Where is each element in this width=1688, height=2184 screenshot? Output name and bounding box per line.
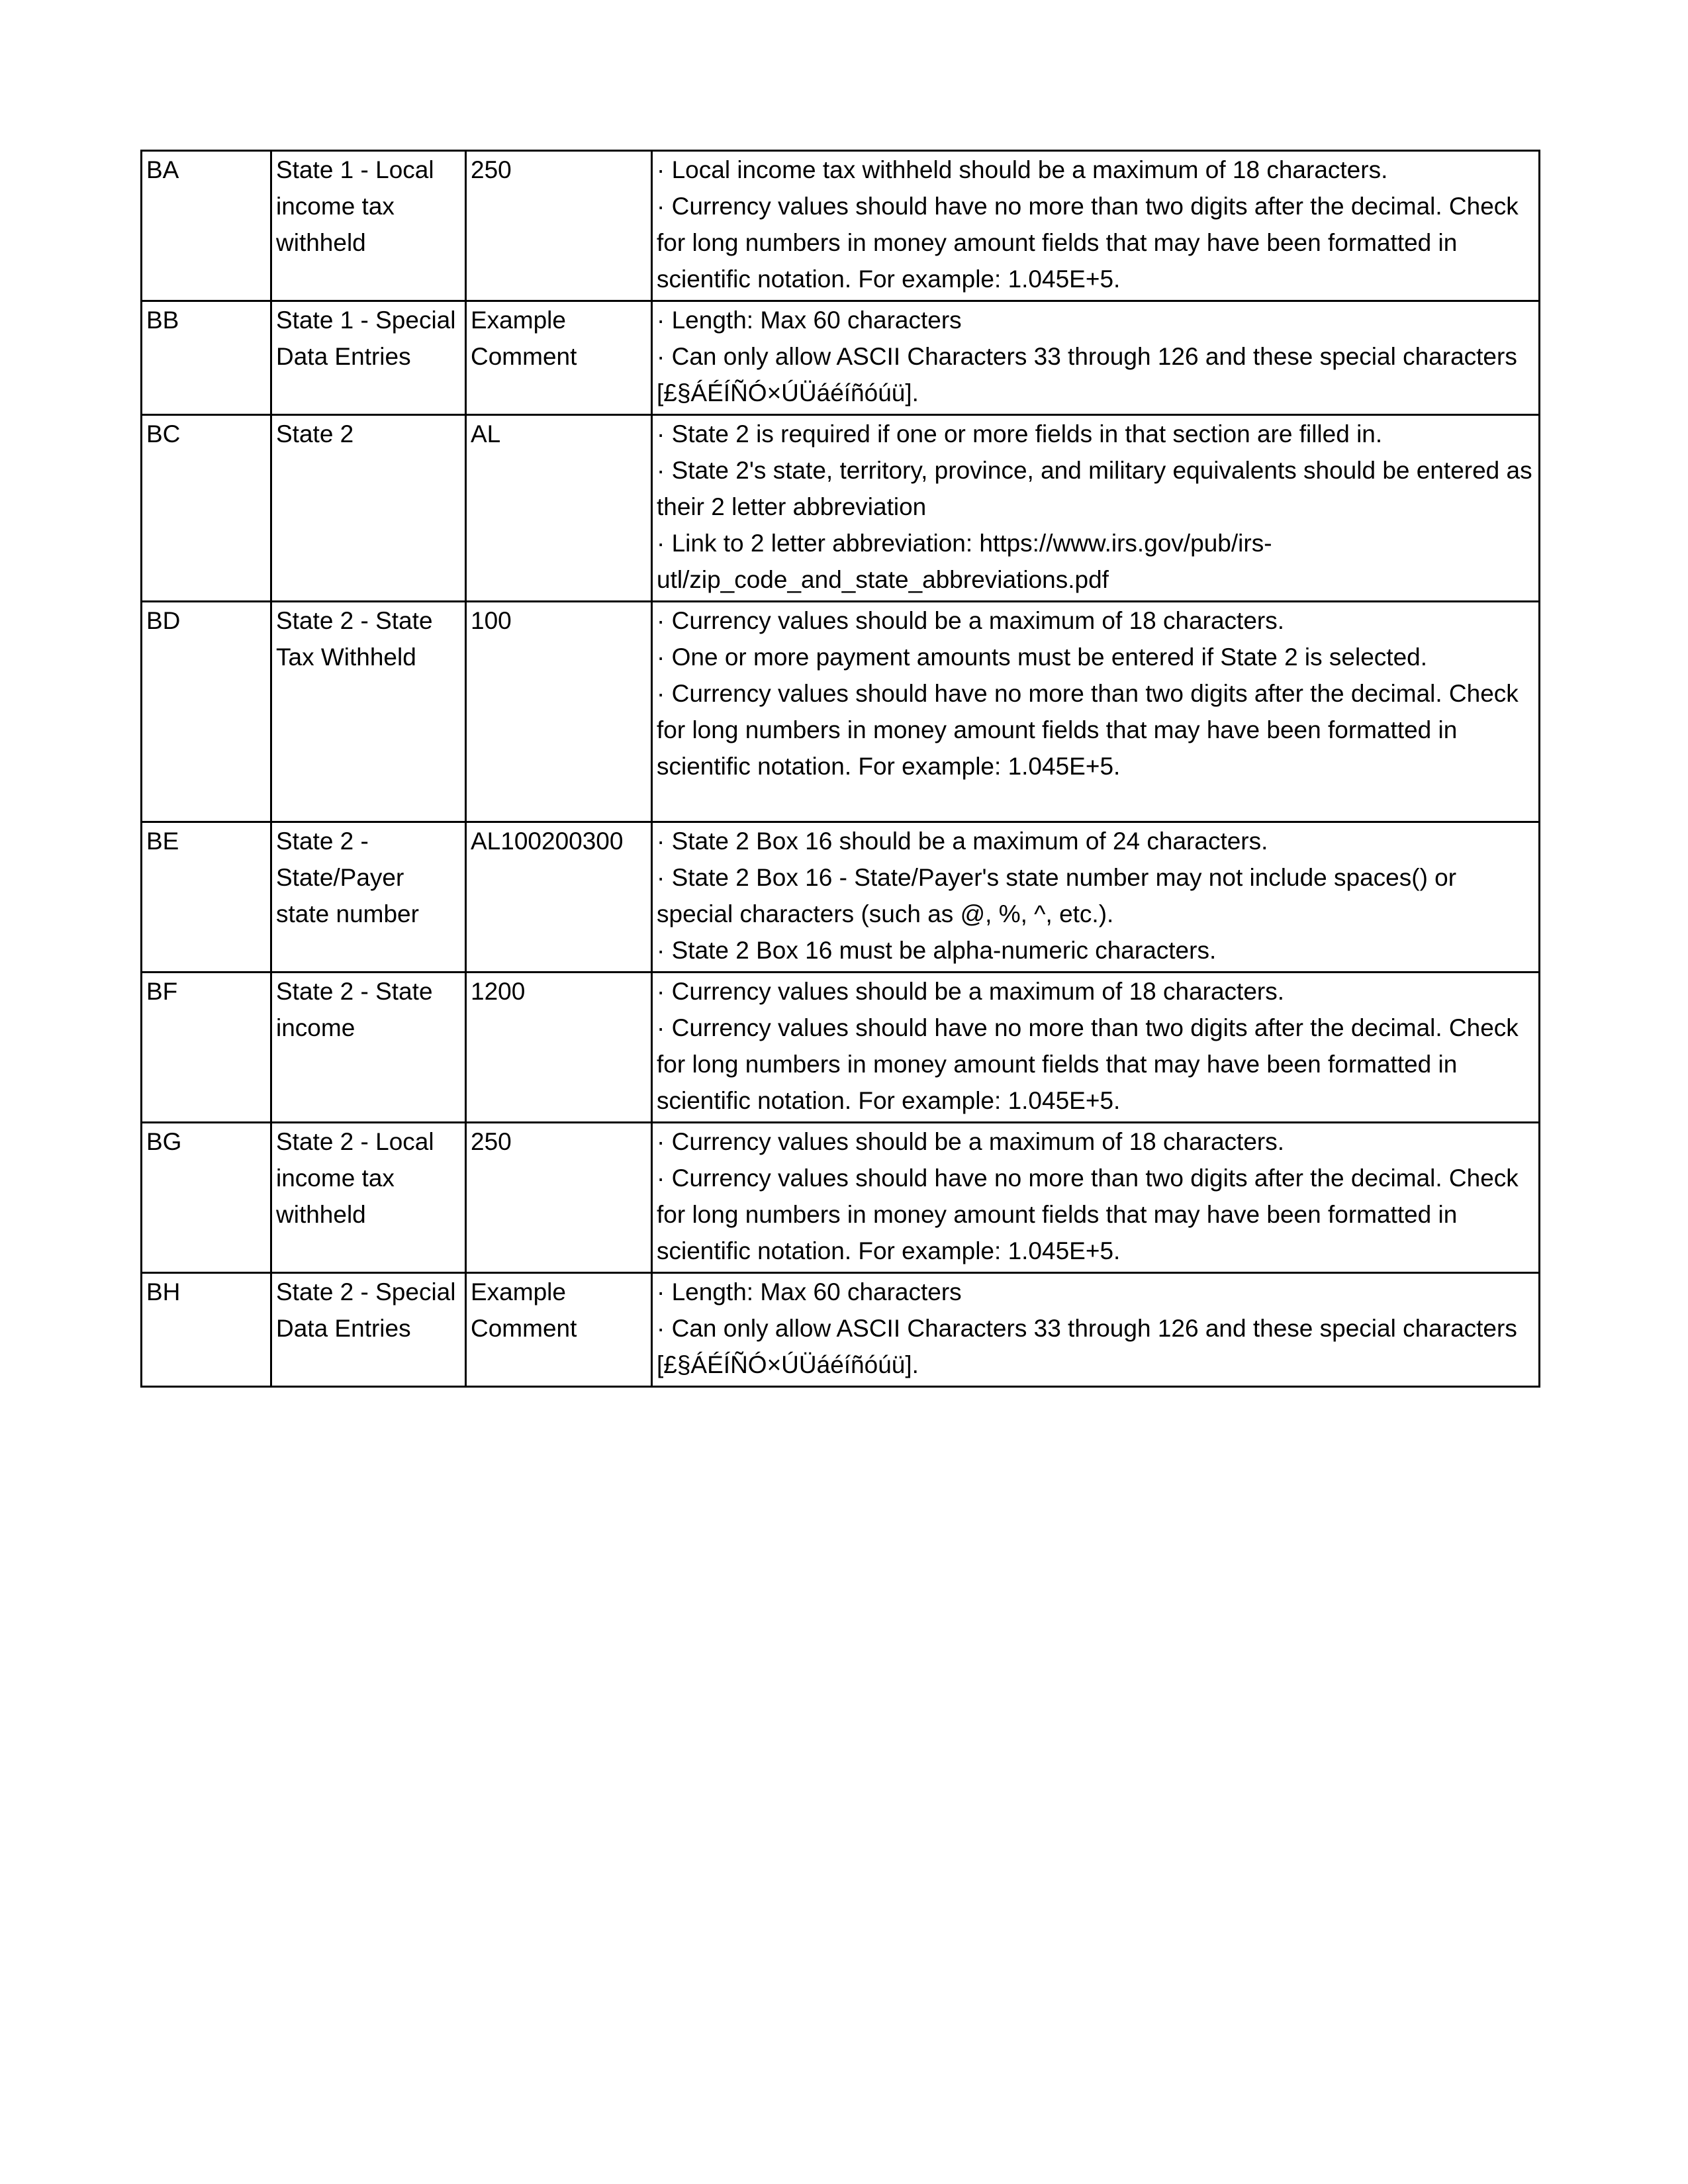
column-code-cell: BG — [142, 1123, 271, 1273]
field-spec-table — [140, 150, 1540, 1388]
field-name-cell: State 2 - State Tax Withheld — [271, 602, 466, 822]
table-row — [142, 973, 1540, 1123]
table-row — [142, 1123, 1540, 1273]
validation-note: · Currency values should have no more than two digits after the decimal. Check for long numbers in money amount fields that may have been formatted in scientific notation. For example: 1.045E+5. — [657, 680, 1519, 780]
column-code-cell: BE — [142, 822, 271, 973]
validation-note: · Local income tax withheld should be a maximum of 18 characters. — [657, 156, 1388, 183]
table-row — [142, 415, 1540, 602]
validation-note: · Currency values should have no more than two digits after the decimal. Check for long numbers in money amount fields that may have been formatted in scientific notation. For example: 1.045E+5. — [657, 193, 1519, 293]
validation-note: · State 2 Box 16 should be a maximum of 24 characters. — [657, 828, 1268, 855]
validation-note: · State 2 is required if one or more fields in that section are filled in. — [657, 420, 1383, 448]
column-code-cell: BD — [142, 602, 271, 822]
validation-note: · Can only allow ASCII Characters 33 through 126 and these special characters [£§ÁÉÍÑÓ×ÚÜáéíñóúü]. — [657, 343, 1517, 406]
validation-notes-cell — [652, 151, 1540, 301]
field-name-cell: State 2 — [271, 415, 466, 602]
table-row — [142, 301, 1540, 415]
validation-note: · Link to 2 letter abbreviation: https://www.irs.gov/pub/irs-utl/zip_code_and_state_abbreviations.pdf — [657, 530, 1272, 593]
example-value-cell: 100 — [466, 602, 652, 822]
table-row — [142, 151, 1540, 301]
table-row — [142, 602, 1540, 822]
example-value-cell: Example Comment — [466, 301, 652, 415]
validation-notes-cell — [652, 822, 1540, 973]
column-code-cell: BF — [142, 973, 271, 1123]
validation-note: · State 2 Box 16 - State/Payer's state number may not include spaces() or special characters (such as @, %, ^, etc.). — [657, 864, 1457, 927]
validation-note: · Currency values should be a maximum of 18 characters. — [657, 1128, 1285, 1155]
example-value-cell: AL — [466, 415, 652, 602]
example-value-cell: Example Comment — [466, 1273, 652, 1387]
validation-note: · State 2's state, territory, province, and military equivalents should be entered as their 2 letter abbreviation — [657, 457, 1532, 520]
column-code-cell: BC — [142, 415, 271, 602]
example-value-cell: AL100200300 — [466, 822, 652, 973]
example-value-cell: 1200 — [466, 973, 652, 1123]
field-name-cell: State 1 - Local income tax withheld — [271, 151, 466, 301]
field-name-cell: State 2 - Special Data Entries — [271, 1273, 466, 1387]
example-value-cell: 250 — [466, 1123, 652, 1273]
validation-note: · Currency values should have no more than two digits after the decimal. Check for long numbers in money amount fields that may have been formatted in scientific notation. For example: 1.045E+5. — [657, 1014, 1519, 1114]
column-code-cell: BH — [142, 1273, 271, 1387]
column-code-cell: BA — [142, 151, 271, 301]
validation-note: · Currency values should have no more than two digits after the decimal. Check for long numbers in money amount fields that may have been formatted in scientific notation. For example: 1.045E+5. — [657, 1164, 1519, 1264]
validation-notes-cell — [652, 973, 1540, 1123]
table-row — [142, 1273, 1540, 1387]
validation-note: · One or more payment amounts must be entered if State 2 is selected. — [657, 643, 1428, 671]
field-name-cell: State 2 - Local income tax withheld — [271, 1123, 466, 1273]
validation-note: · Length: Max 60 characters — [657, 307, 962, 334]
validation-notes-cell — [652, 301, 1540, 415]
validation-notes-cell — [652, 602, 1540, 822]
validation-note: · Can only allow ASCII Characters 33 through 126 and these special characters [£§ÁÉÍÑÓ×ÚÜáéíñóúü]. — [657, 1315, 1517, 1378]
validation-note: · State 2 Box 16 must be alpha-numeric characters. — [657, 937, 1217, 964]
validation-notes-cell — [652, 1273, 1540, 1387]
field-name-cell: State 2 - State income — [271, 973, 466, 1123]
field-name-cell: State 1 - Special Data Entries — [271, 301, 466, 415]
validation-note: · Currency values should be a maximum of 18 characters. — [657, 978, 1285, 1005]
validation-notes-cell — [652, 1123, 1540, 1273]
validation-note: · Length: Max 60 characters — [657, 1278, 962, 1306]
validation-note: · Currency values should be a maximum of 18 characters. — [657, 607, 1285, 634]
field-name-cell: State 2 - State/Payer state number — [271, 822, 466, 973]
column-code-cell: BB — [142, 301, 271, 415]
table-row — [142, 822, 1540, 973]
example-value-cell: 250 — [466, 151, 652, 301]
validation-notes-cell — [652, 415, 1540, 602]
